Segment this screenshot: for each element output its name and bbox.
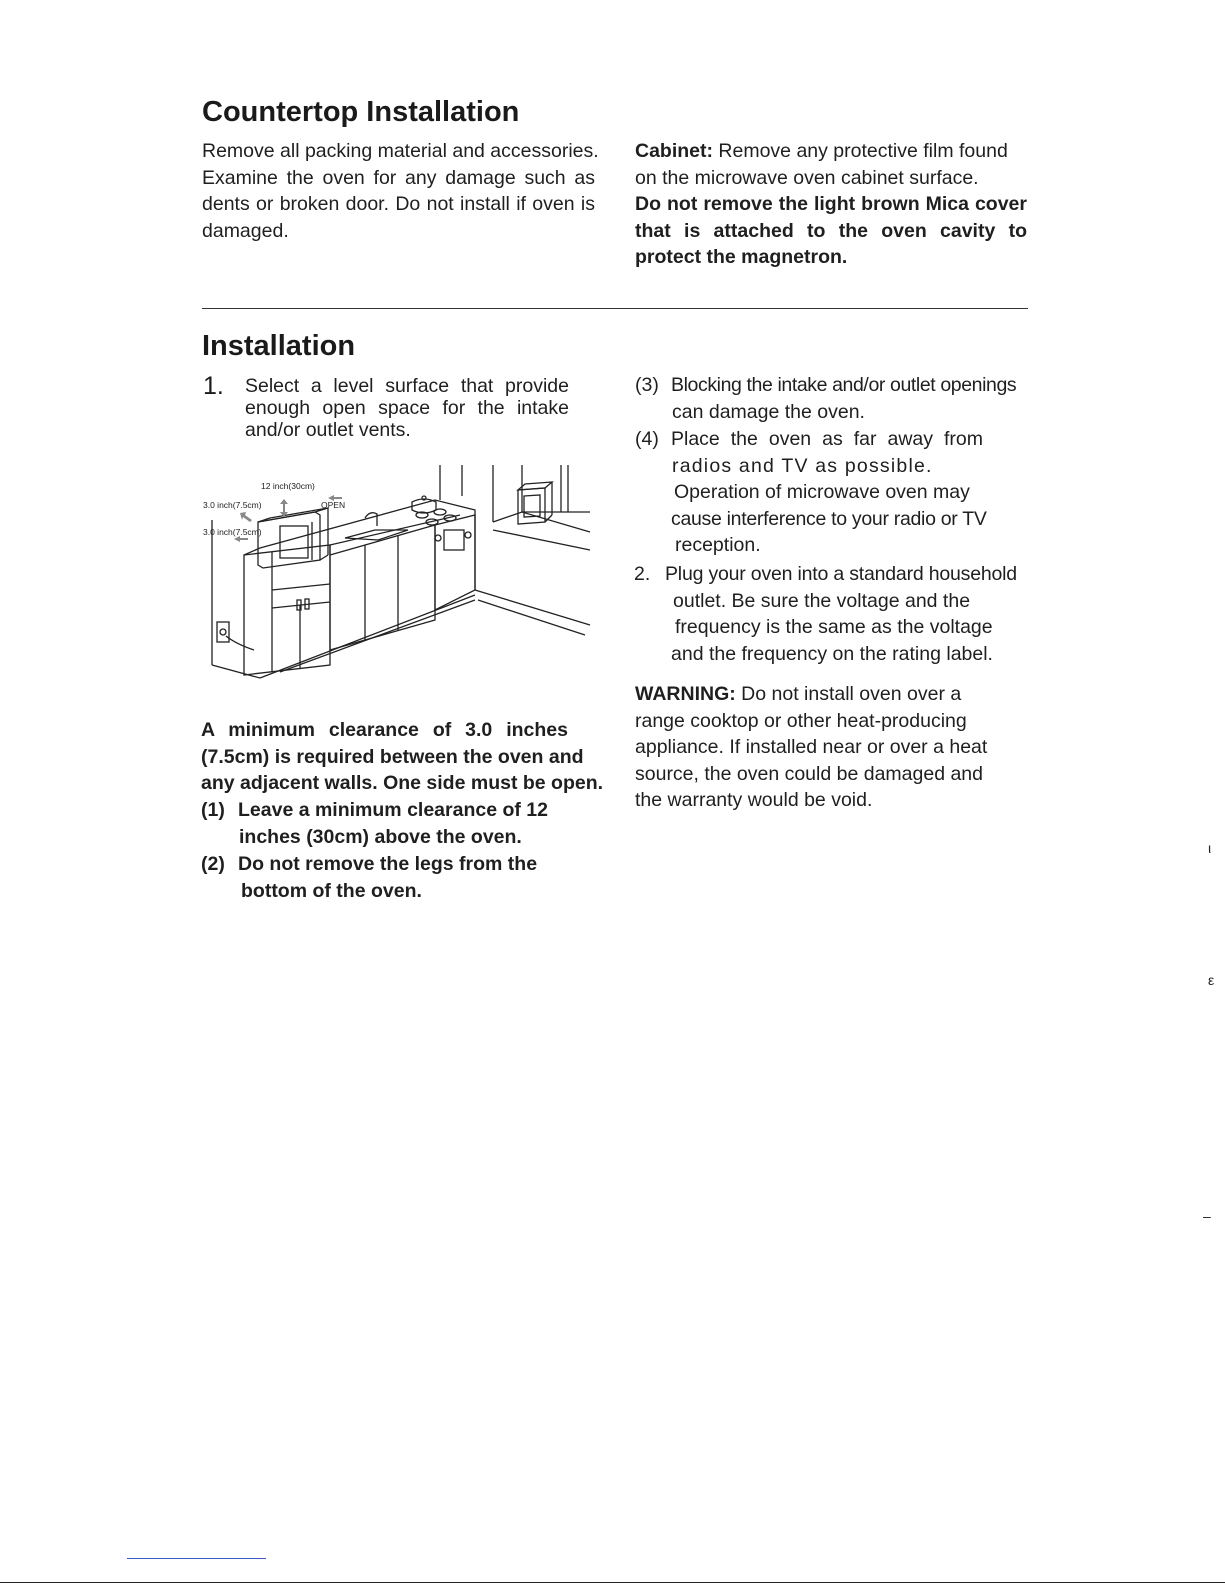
text-line: source, the oven could be damaged and xyxy=(635,762,984,785)
open-side-label: OPEN xyxy=(321,500,346,510)
clearance-line: A minimum clearance of 3.0 inches xyxy=(201,719,568,741)
text-line: and/or outlet vents. xyxy=(245,419,411,441)
item-1-text xyxy=(238,797,548,850)
step-2-text xyxy=(665,561,1017,667)
warning-label: WARNING: xyxy=(635,683,736,705)
mica-warning-line: protect the magnetron. xyxy=(635,246,848,269)
warning-text: Do not install oven over a xyxy=(735,683,962,705)
section-divider xyxy=(202,308,1028,309)
cabinet-line-1 xyxy=(635,138,1027,165)
text-line: Place the oven as far away from xyxy=(671,428,983,450)
text-line: Remove all packing material and accessories. xyxy=(202,140,599,162)
text-line: Blocking the intake and/or outlet openings xyxy=(671,374,1017,396)
item-4-number: (4) xyxy=(635,428,659,450)
edge-mark: – xyxy=(1203,1208,1211,1224)
text-line: appliance. If installed near or over a heat xyxy=(635,736,988,759)
mica-warning-line: Do not remove the light brown Mica cover xyxy=(635,193,1027,216)
text-line: bottom of the oven. xyxy=(241,879,422,902)
mica-warning-line: that is attached to the oven cavity to xyxy=(635,219,1027,242)
cabinet-label: Cabinet: xyxy=(635,140,713,162)
text-line: Examine the oven for any damage such as xyxy=(202,166,595,189)
item-4-text xyxy=(671,426,987,559)
item-2-text xyxy=(238,851,537,904)
text-line: outlet. Be sure the voltage and the xyxy=(673,589,971,612)
clearance-top-label: 12 inch(30cm) xyxy=(261,481,315,491)
item-3-text xyxy=(671,372,1016,425)
step-1-text xyxy=(245,375,569,441)
text-line: and the frequency on the rating label. xyxy=(671,642,993,665)
text-line: reception. xyxy=(675,534,761,557)
clearance-line: (7.5cm) is required between the oven and xyxy=(201,745,584,768)
text-line: enough open space for the intake xyxy=(245,397,569,419)
footer-underline xyxy=(127,1558,266,1559)
text-line: Leave a minimum clearance of 12 xyxy=(238,799,548,821)
text-line: frequency is the same as the voltage xyxy=(675,616,993,639)
clearance-left-label-2: 3.0 inch(7.5cm) xyxy=(203,527,262,537)
item-1-number: (1) xyxy=(201,799,225,821)
text-line: on the microwave oven cabinet surface. xyxy=(635,166,979,189)
warning-line-1 xyxy=(635,681,1015,708)
text-line: Select a level surface that provide xyxy=(245,375,569,397)
text-line: the warranty would be void. xyxy=(635,789,873,812)
clearance-left-label: 3.0 inch(7.5cm) xyxy=(203,500,262,510)
item-2-number: (2) xyxy=(201,853,225,875)
text-line: range cooktop or other heat-producing xyxy=(635,709,967,732)
text-line: Operation of microwave oven may xyxy=(674,481,970,504)
text-line: dents or broken door. Do not install if oven is xyxy=(202,193,595,216)
installation-title: Installation xyxy=(202,330,356,362)
text-line: cause interference to your radio or TV xyxy=(671,507,987,530)
clearance-line: any adjacent walls. One side must be open. xyxy=(201,772,604,795)
text-line: radios and TV as possible. xyxy=(672,454,933,477)
step-1-number: 1. xyxy=(203,372,224,400)
clearance-note xyxy=(201,717,610,797)
edge-mark: ε xyxy=(1208,972,1215,988)
text-line: Plug your oven into a standard household xyxy=(665,563,1017,585)
item-3-number: (3) xyxy=(635,374,659,396)
text-line: can damage the oven. xyxy=(672,400,865,423)
cabinet-note xyxy=(635,138,1027,271)
cabinet-text: Remove any protective film found xyxy=(713,140,1008,162)
text-line: inches (30cm) above the oven. xyxy=(239,825,522,848)
warning-note xyxy=(635,681,1015,814)
countertop-intro xyxy=(202,138,599,244)
page-bottom-border xyxy=(0,1582,1225,1583)
text-line: damaged. xyxy=(202,219,289,242)
kitchen-installation-illustration xyxy=(200,460,595,682)
edge-mark: ι xyxy=(1208,840,1212,856)
countertop-title: Countertop Installation xyxy=(202,96,520,128)
text-line: Do not remove the legs from the xyxy=(238,853,538,875)
step-2-number: 2. xyxy=(634,563,651,585)
